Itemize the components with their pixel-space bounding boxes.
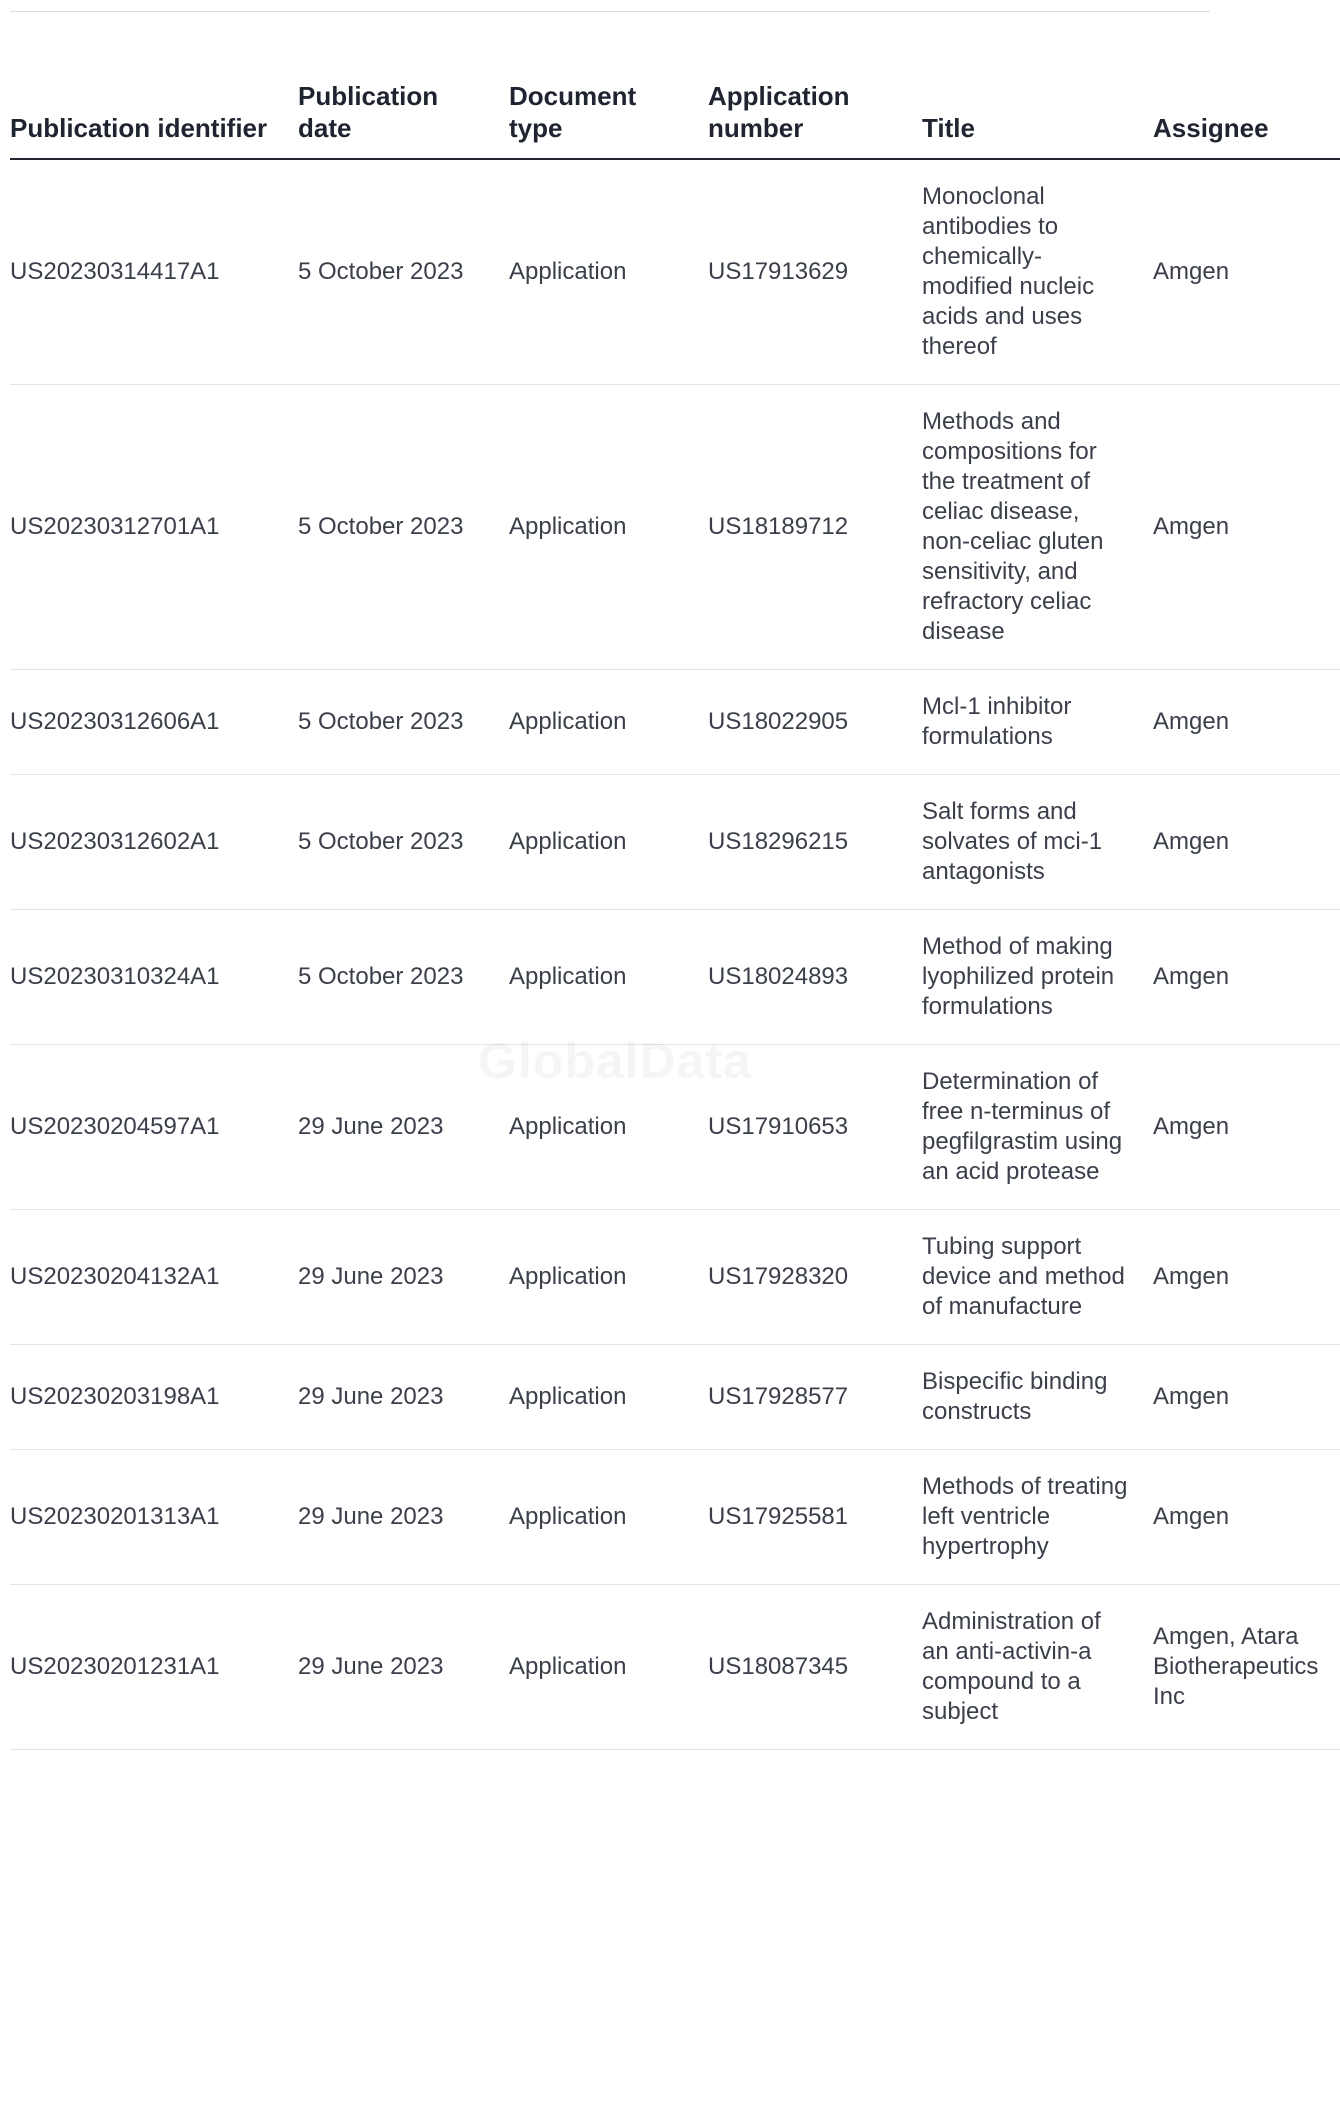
assignee-cell: Amgen	[1153, 1450, 1340, 1585]
title-cell: Method of making lyophilized protein formulations	[922, 910, 1153, 1045]
table-row	[10, 1210, 1340, 1345]
application-number-cell: US18087345	[708, 1585, 922, 1750]
title-cell: Methods of treating left ventricle hypertrophy	[922, 1450, 1153, 1585]
document-type-cell: Application	[509, 775, 708, 910]
application-number-cell: US18189712	[708, 385, 922, 670]
table-row	[10, 1585, 1340, 1750]
document-type-cell: Application	[509, 670, 708, 775]
title-cell: Mcl-1 inhibitor formulations	[922, 670, 1153, 775]
assignee-cell: Amgen	[1153, 910, 1340, 1045]
application-number-cell: US17910653	[708, 1045, 922, 1210]
application-number-cell: US17913629	[708, 159, 922, 385]
document-type-cell: Application	[509, 1345, 708, 1450]
publication-identifier-cell: US20230204132A1	[10, 1210, 298, 1345]
table-row	[10, 1045, 1340, 1210]
assignee-cell: Amgen	[1153, 775, 1340, 910]
application-number-cell: US17928320	[708, 1210, 922, 1345]
publication-identifier-cell: US20230201313A1	[10, 1450, 298, 1585]
header-publication-identifier[interactable]: Publication identifier	[10, 40, 298, 159]
publication-identifier-cell: US20230201231A1	[10, 1585, 298, 1750]
document-type-cell: Application	[509, 1585, 708, 1750]
title-cell: Monoclonal antibodies to chemically-modified nucleic acids and uses thereof	[922, 159, 1153, 385]
assignee-cell: Amgen	[1153, 670, 1340, 775]
document-type-cell: Application	[509, 1045, 708, 1210]
publication-date-cell: 5 October 2023	[298, 159, 509, 385]
header-assignee[interactable]: Assignee	[1153, 40, 1340, 159]
header-row	[10, 40, 1340, 159]
document-type-cell: Application	[509, 910, 708, 1045]
table-row	[10, 385, 1340, 670]
application-number-cell: US18022905	[708, 670, 922, 775]
application-number-cell: US18296215	[708, 775, 922, 910]
publication-identifier-cell: US20230314417A1	[10, 159, 298, 385]
publication-date-cell: 5 October 2023	[298, 670, 509, 775]
header-document-type[interactable]: Document type	[509, 40, 708, 159]
publication-date-cell: 29 June 2023	[298, 1450, 509, 1585]
assignee-cell: Amgen	[1153, 1210, 1340, 1345]
publication-date-cell: 5 October 2023	[298, 385, 509, 670]
patents-table-container	[10, 40, 1319, 2124]
publication-date-cell: 29 June 2023	[298, 1585, 509, 1750]
top-divider	[10, 11, 1210, 12]
header-application-number[interactable]: Application number	[708, 40, 922, 159]
publication-date-cell: 29 June 2023	[298, 1210, 509, 1345]
patents-table	[10, 40, 1340, 1750]
table-row	[10, 775, 1340, 910]
table-row	[10, 1345, 1340, 1450]
table-row	[10, 670, 1340, 775]
document-type-cell: Application	[509, 1210, 708, 1345]
header-publication-date[interactable]: Publication date	[298, 40, 509, 159]
title-cell: Bispecific binding constructs	[922, 1345, 1153, 1450]
header-title[interactable]: Title	[922, 40, 1153, 159]
application-number-cell: US18024893	[708, 910, 922, 1045]
table-body	[10, 159, 1340, 1750]
publication-identifier-cell: US20230312701A1	[10, 385, 298, 670]
title-cell: Salt forms and solvates of mci-1 antagonists	[922, 775, 1153, 910]
publication-identifier-cell: US20230312606A1	[10, 670, 298, 775]
publication-date-cell: 29 June 2023	[298, 1045, 509, 1210]
application-number-cell: US17928577	[708, 1345, 922, 1450]
publication-date-cell: 5 October 2023	[298, 775, 509, 910]
document-type-cell: Application	[509, 1450, 708, 1585]
publication-identifier-cell: US20230203198A1	[10, 1345, 298, 1450]
publication-date-cell: 29 June 2023	[298, 1345, 509, 1450]
title-cell: Tubing support device and method of manufacture	[922, 1210, 1153, 1345]
document-type-cell: Application	[509, 159, 708, 385]
table-header	[10, 40, 1340, 159]
application-number-cell: US17925581	[708, 1450, 922, 1585]
assignee-cell: Amgen	[1153, 1045, 1340, 1210]
assignee-cell: Amgen, Atara Biotherapeutics Inc	[1153, 1585, 1340, 1750]
table-row	[10, 910, 1340, 1045]
table-row	[10, 159, 1340, 385]
publication-identifier-cell: US20230312602A1	[10, 775, 298, 910]
title-cell: Methods and compositions for the treatment of celiac disease, non-celiac gluten sensitivity, and refractory celiac disease	[922, 385, 1153, 670]
publication-date-cell: 5 October 2023	[298, 910, 509, 1045]
document-type-cell: Application	[509, 385, 708, 670]
title-cell: Administration of an anti-activin-a compound to a subject	[922, 1585, 1153, 1750]
assignee-cell: Amgen	[1153, 159, 1340, 385]
assignee-cell: Amgen	[1153, 385, 1340, 670]
assignee-cell: Amgen	[1153, 1345, 1340, 1450]
title-cell: Determination of free n-terminus of pegfilgrastim using an acid protease	[922, 1045, 1153, 1210]
publication-identifier-cell: US20230204597A1	[10, 1045, 298, 1210]
table-row	[10, 1450, 1340, 1585]
publication-identifier-cell: US20230310324A1	[10, 910, 298, 1045]
